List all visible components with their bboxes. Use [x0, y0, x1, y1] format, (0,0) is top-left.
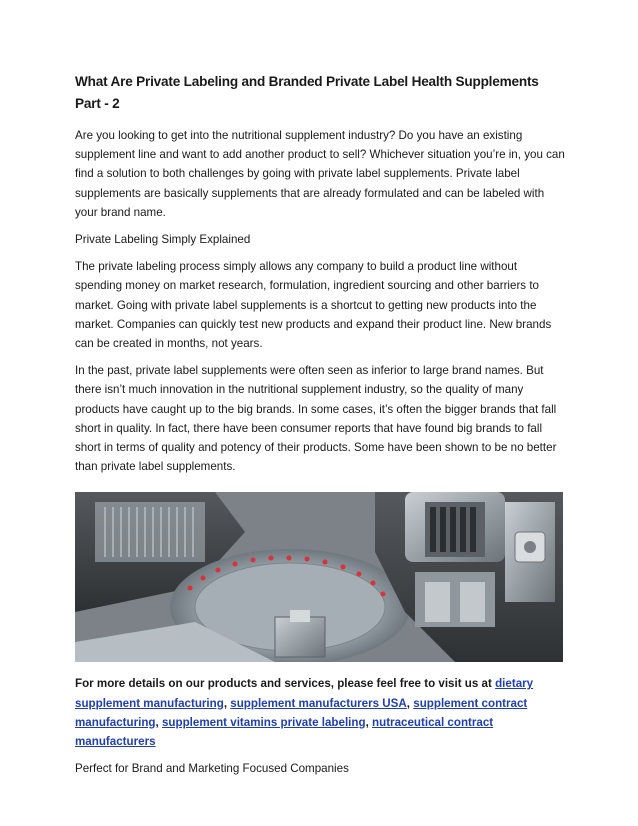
document-title: What Are Private Labeling and Branded Private Label Health Supplements Part - 2 [75, 74, 539, 111]
link-dietary-supplement-manufacturing[interactable]: dietary supplement manufacturing [75, 677, 534, 710]
document-page [75, 71, 565, 786]
link-supplement-vitamins-private-labeling[interactable]: supplement vitamins private labeling [161, 715, 366, 729]
cta-separator: , [155, 715, 162, 729]
section-heading: Private Labeling Simply Explained [75, 233, 251, 247]
cta-separator: , [223, 696, 231, 710]
cta-separator: , [406, 696, 414, 710]
capsule-machine-photo [75, 492, 563, 662]
link-supplement-contract-manufacturing[interactable]: supplement contract manufacturing [75, 696, 528, 729]
body-paragraph-1: The private labeling process simply allows any company to build a product line without spending money on market research, formulation, ingredient sourcing and other barriers to market. Going with private label supplements is a shortcut to getting new products into the market. Companies can quickly test new products and expand their product line. New brands can be created in months, not years. [75, 260, 552, 351]
contact-call-to-action [75, 674, 565, 751]
closing-line: Perfect for Brand and Marketing Focused Companies [75, 762, 349, 776]
link-nutraceutical-contract-manufacturers[interactable]: nutraceutical contract manufacturers [75, 715, 494, 749]
link-supplement-manufacturers-usa[interactable]: supplement manufacturers USA [230, 696, 407, 710]
cta-separator: , [365, 715, 373, 729]
cta-prefix: For more details on our products and services, please feel free to visit us at [75, 677, 496, 691]
intro-paragraph: Are you looking to get into the nutritional supplement industry? Do you have an existing supplement line and want to add another product to sell? Whichever situation you’re in, you can find a solution to both challenges by going with private label supplements. Private label supplements are basically supplements that are already formulated and can be labeled with your brand name. [75, 129, 565, 219]
body-paragraph-2: In the past, private label supplements were often seen as inferior to large brand names. But there isn’t much innovation in the nutritional supplement industry, so the quality of many products have caught up to the big brands. In some cases, it’s often the bigger brands that fall short in quality. In fact, there have been consumer reports that have found big brands to fall short in terms of quality and potency of their products. Some have been shown to be no better than private label supplements. [75, 364, 557, 474]
